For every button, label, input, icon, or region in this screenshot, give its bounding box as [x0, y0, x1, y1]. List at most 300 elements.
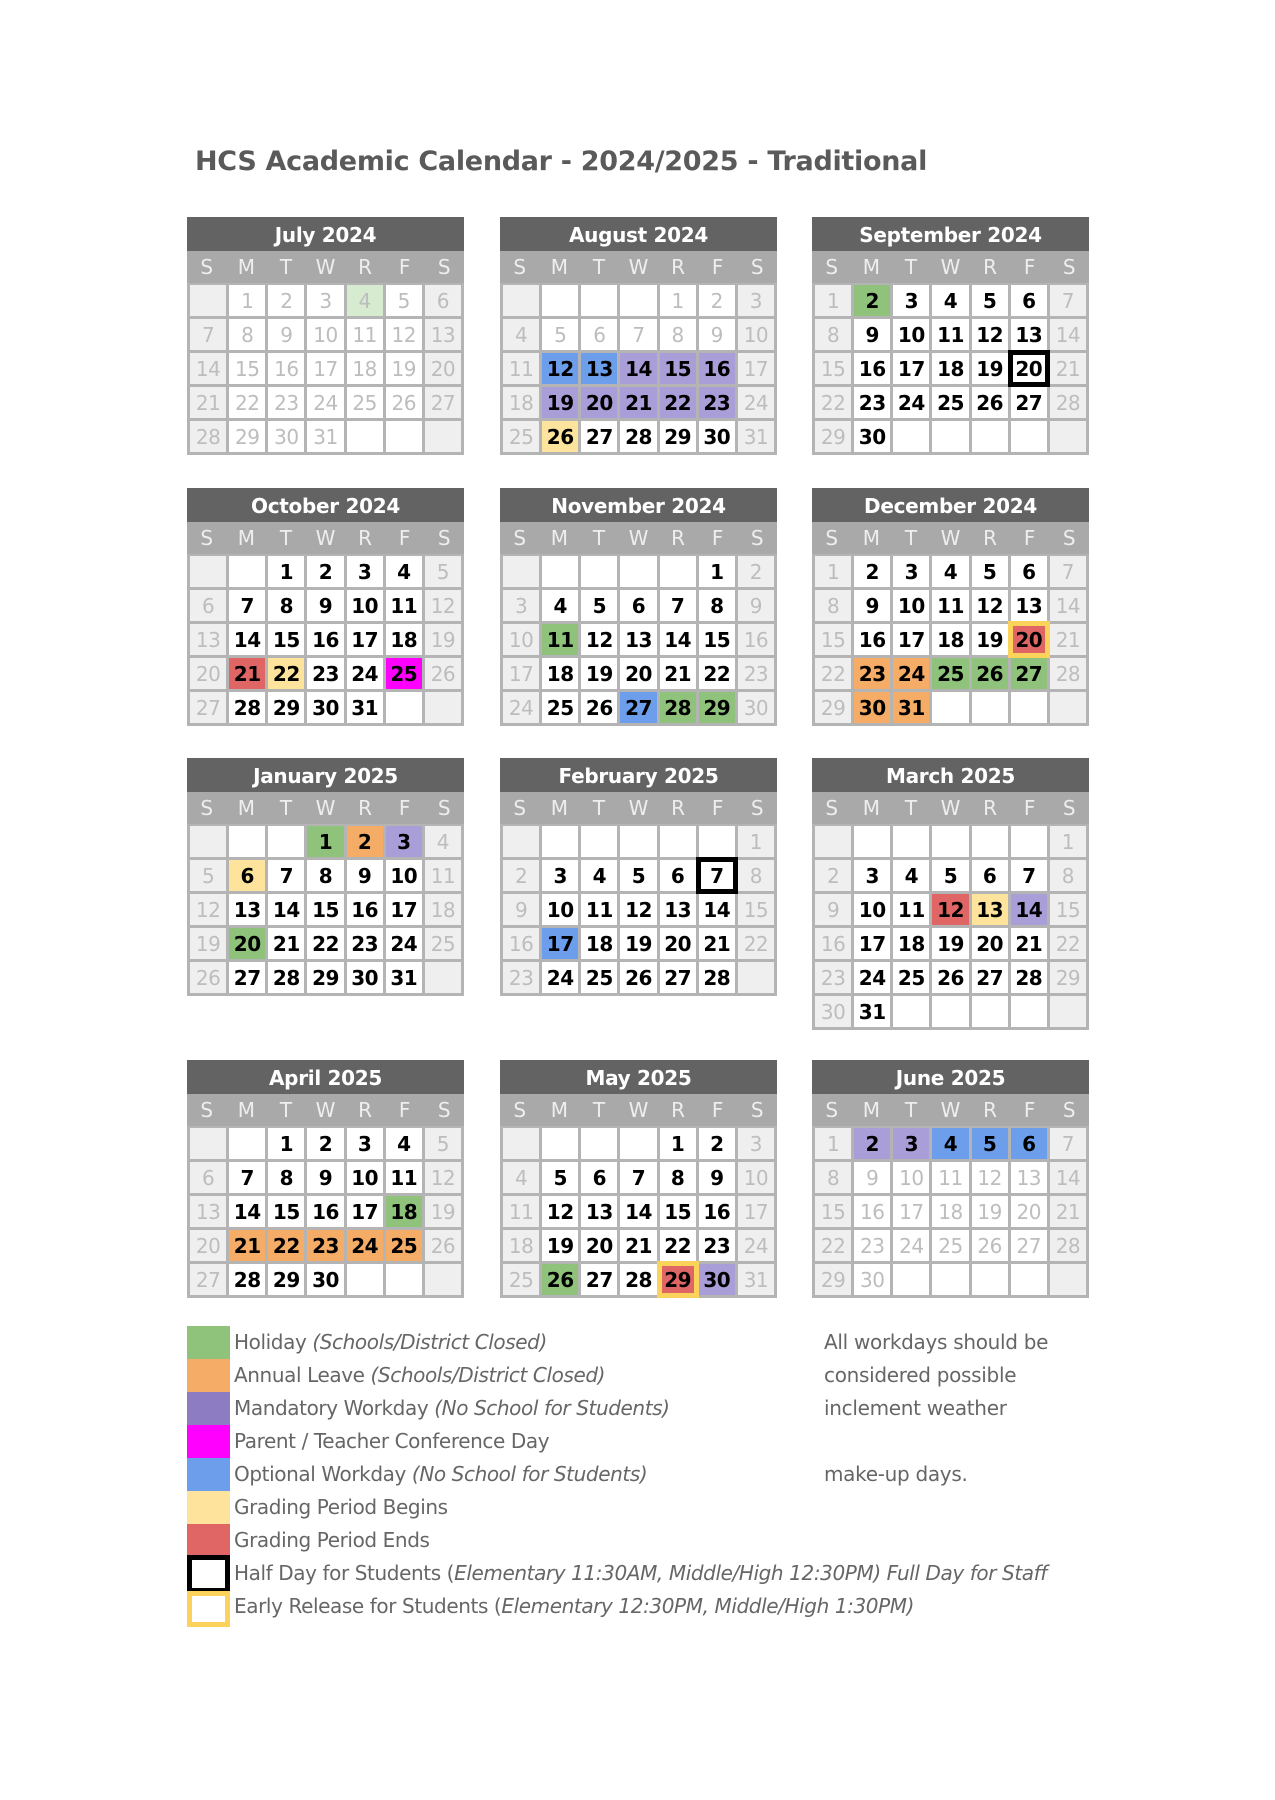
month-calendar [812, 758, 1089, 1030]
calendar-day: 15 [268, 1196, 304, 1227]
calendar-day: 5 [542, 319, 578, 350]
day-of-week-label: M [862, 796, 880, 820]
calendar-day: 25 [386, 1230, 422, 1261]
month-title: October 2024 [187, 488, 464, 522]
day-of-week-label: R [671, 796, 686, 820]
month-calendar [500, 758, 777, 996]
calendar-day: 8 [268, 1162, 304, 1193]
calendar-day: 8 [815, 319, 851, 350]
day-grid [500, 283, 777, 455]
calendar-day: 3 [307, 285, 343, 316]
calendar-day: 3 [503, 590, 539, 621]
day-of-week-label: F [398, 526, 411, 550]
month-calendar [500, 1060, 777, 1298]
calendar-day: 18 [581, 928, 617, 959]
day-of-week-header [187, 792, 464, 824]
calendar-day: 13 [972, 894, 1008, 925]
calendar-day: 17 [893, 624, 929, 655]
calendar-day: 18 [386, 624, 422, 655]
calendar-day: 9 [347, 860, 383, 891]
empty-day-cell [1011, 996, 1047, 1027]
calendar-day: 22 [660, 1230, 696, 1261]
empty-day-cell [1050, 1264, 1086, 1295]
calendar-day: 20 [1011, 1196, 1047, 1227]
calendar-day: 22 [699, 658, 735, 689]
calendar-day: 18 [932, 1196, 968, 1227]
day-of-week-label: S [825, 255, 839, 279]
calendar-day: 26 [932, 962, 968, 993]
calendar-day: 22 [815, 387, 851, 418]
day-of-week-label: T [904, 796, 918, 820]
empty-day-cell [932, 421, 968, 452]
calendar-day: 24 [347, 658, 383, 689]
empty-day-cell [425, 421, 461, 452]
calendar-day: 6 [1011, 1128, 1047, 1159]
calendar-day: 21 [699, 928, 735, 959]
calendar-day: 31 [347, 692, 383, 723]
calendar-day: 2 [854, 285, 890, 316]
calendar-day: 20 [190, 1230, 226, 1261]
day-of-week-header [500, 251, 777, 283]
day-of-week-header [500, 522, 777, 554]
calendar-day: 7 [1050, 556, 1086, 587]
calendar-day: 31 [386, 962, 422, 993]
calendar-day: 12 [972, 590, 1008, 621]
calendar-day: 10 [307, 319, 343, 350]
note-line: All workdays should be [824, 1330, 1049, 1354]
calendar-day: 6 [229, 860, 265, 891]
calendar-day: 10 [893, 1162, 929, 1193]
day-of-week-label: T [904, 1098, 918, 1122]
legend-swatch-icon [187, 1359, 230, 1392]
calendar-day: 15 [815, 624, 851, 655]
day-of-week-label: S [513, 1098, 527, 1122]
calendar-day: 4 [893, 860, 929, 891]
day-of-week-label: F [398, 1098, 411, 1122]
calendar-day: 7 [268, 860, 304, 891]
empty-day-cell [581, 556, 617, 587]
calendar-day: 9 [268, 319, 304, 350]
calendar-day: 10 [893, 319, 929, 350]
day-of-week-label: S [513, 255, 527, 279]
calendar-day: 4 [386, 556, 422, 587]
calendar-day: 29 [660, 421, 696, 452]
calendar-day: 31 [307, 421, 343, 452]
calendar-day: 2 [738, 556, 774, 587]
calendar-day: 23 [854, 658, 890, 689]
calendar-day: 4 [503, 319, 539, 350]
calendar-day: 26 [425, 1230, 461, 1261]
calendar-day: 4 [347, 285, 383, 316]
calendar-day: 17 [738, 1196, 774, 1227]
calendar-day: 26 [581, 692, 617, 723]
day-of-week-label: T [592, 796, 606, 820]
calendar-day: 28 [229, 692, 265, 723]
calendar-day: 18 [503, 1230, 539, 1261]
calendar-day: 14 [660, 624, 696, 655]
calendar-day: 9 [854, 1162, 890, 1193]
calendar-day: 7 [660, 590, 696, 621]
calendar-day: 19 [972, 1196, 1008, 1227]
calendar-day: 16 [854, 353, 890, 384]
calendar-day: 21 [660, 658, 696, 689]
calendar-day: 2 [503, 860, 539, 891]
calendar-day: 11 [347, 319, 383, 350]
calendar-day: 30 [854, 421, 890, 452]
calendar-day: 5 [425, 1128, 461, 1159]
day-of-week-label: M [862, 526, 880, 550]
calendar-day: 28 [190, 421, 226, 452]
empty-day-cell [425, 692, 461, 723]
calendar-day: 22 [268, 658, 304, 689]
legend-label: Mandatory Workday (No School for Students) [234, 1396, 670, 1420]
calendar-day: 14 [620, 1196, 656, 1227]
empty-day-cell [893, 826, 929, 857]
calendar-day: 28 [1050, 658, 1086, 689]
calendar-day: 10 [503, 624, 539, 655]
calendar-day: 13 [620, 624, 656, 655]
calendar-day: 30 [854, 692, 890, 723]
calendar-day: 18 [893, 928, 929, 959]
empty-day-cell [620, 826, 656, 857]
calendar-day: 24 [503, 692, 539, 723]
calendar-day: 3 [893, 556, 929, 587]
calendar-day: 16 [854, 624, 890, 655]
calendar-day: 11 [893, 894, 929, 925]
empty-day-cell [893, 1264, 929, 1295]
calendar-day: 20 [660, 928, 696, 959]
calendar-day: 21 [1011, 928, 1047, 959]
day-of-week-label: T [592, 1098, 606, 1122]
calendar-day: 31 [738, 421, 774, 452]
calendar-day: 17 [854, 928, 890, 959]
day-of-week-label: F [711, 796, 724, 820]
calendar-day: 13 [190, 1196, 226, 1227]
calendar-day: 26 [972, 1230, 1008, 1261]
month-title: April 2025 [187, 1060, 464, 1094]
calendar-day: 30 [307, 1264, 343, 1295]
day-of-week-label: T [279, 526, 293, 550]
day-of-week-label: S [437, 796, 451, 820]
day-of-week-label: S [1062, 796, 1076, 820]
day-of-week-header [187, 251, 464, 283]
legend-swatch-icon [187, 1425, 230, 1458]
calendar-day: 13 [190, 624, 226, 655]
calendar-day: 16 [738, 624, 774, 655]
calendar-day: 17 [503, 658, 539, 689]
calendar-day: 28 [1050, 387, 1086, 418]
day-of-week-label: M [550, 255, 568, 279]
calendar-day: 21 [229, 1230, 265, 1261]
calendar-day: 11 [542, 624, 578, 655]
month-calendar [812, 1060, 1089, 1298]
day-of-week-label: R [983, 526, 998, 550]
day-of-week-label: S [1062, 255, 1076, 279]
calendar-day: 26 [386, 387, 422, 418]
day-of-week-label: F [1023, 796, 1036, 820]
calendar-day: 14 [229, 1196, 265, 1227]
calendar-day: 12 [620, 894, 656, 925]
calendar-day: 27 [1011, 658, 1047, 689]
calendar-day: 6 [1011, 285, 1047, 316]
month-calendar [187, 1060, 464, 1298]
calendar-day: 8 [815, 1162, 851, 1193]
calendar-day: 30 [347, 962, 383, 993]
calendar-day: 22 [815, 1230, 851, 1261]
empty-day-cell [972, 826, 1008, 857]
calendar-day: 21 [1050, 1196, 1086, 1227]
day-of-week-label: S [825, 796, 839, 820]
calendar-day: 25 [503, 1264, 539, 1295]
empty-day-cell [503, 826, 539, 857]
day-of-week-label: S [513, 796, 527, 820]
day-of-week-header [812, 792, 1089, 824]
month-title: February 2025 [500, 758, 777, 792]
calendar-day: 26 [972, 658, 1008, 689]
day-of-week-label: S [437, 255, 451, 279]
calendar-day: 18 [347, 353, 383, 384]
calendar-day: 30 [815, 996, 851, 1027]
day-of-week-label: T [592, 255, 606, 279]
calendar-day: 7 [1050, 1128, 1086, 1159]
calendar-day: 10 [738, 319, 774, 350]
empty-day-cell [1050, 421, 1086, 452]
empty-day-cell [1011, 1264, 1047, 1295]
calendar-day: 29 [699, 692, 735, 723]
calendar-day: 5 [581, 590, 617, 621]
day-of-week-label: S [200, 255, 214, 279]
calendar-day: 4 [581, 860, 617, 891]
calendar-day: 2 [854, 1128, 890, 1159]
day-of-week-label: W [940, 255, 961, 279]
day-of-week-label: R [671, 1098, 686, 1122]
calendar-day: 3 [347, 556, 383, 587]
calendar-day: 16 [699, 353, 735, 384]
calendar-day: 19 [542, 1230, 578, 1261]
month-title: March 2025 [812, 758, 1089, 792]
calendar-day: 25 [386, 658, 422, 689]
calendar-day: 18 [386, 1196, 422, 1227]
calendar-day: 13 [581, 1196, 617, 1227]
calendar-day: 15 [660, 1196, 696, 1227]
calendar-day: 17 [893, 353, 929, 384]
day-of-week-label: R [671, 255, 686, 279]
day-of-week-label: M [862, 255, 880, 279]
calendar-day: 6 [660, 860, 696, 891]
calendar-day: 23 [347, 928, 383, 959]
calendar-day: 25 [347, 387, 383, 418]
calendar-day: 28 [1011, 962, 1047, 993]
empty-day-cell [386, 692, 422, 723]
calendar-day: 19 [932, 928, 968, 959]
day-of-week-label: S [750, 526, 764, 550]
calendar-day: 19 [542, 387, 578, 418]
day-grid [500, 1126, 777, 1298]
calendar-day: 9 [854, 319, 890, 350]
calendar-day: 30 [699, 421, 735, 452]
calendar-day: 7 [229, 590, 265, 621]
calendar-day: 10 [542, 894, 578, 925]
day-of-week-header [500, 792, 777, 824]
day-of-week-label: S [750, 1098, 764, 1122]
calendar-day: 11 [425, 860, 461, 891]
calendar-day: 17 [542, 928, 578, 959]
legend-label: Early Release for Students (Elementary 12:30PM, Middle/High 1:30PM) [234, 1594, 915, 1618]
calendar-day: 19 [972, 624, 1008, 655]
calendar-day: 12 [386, 319, 422, 350]
calendar-day: 25 [581, 962, 617, 993]
day-grid [187, 824, 464, 996]
calendar-day: 11 [503, 353, 539, 384]
month-calendar [812, 217, 1089, 455]
calendar-day: 12 [425, 1162, 461, 1193]
month-title: May 2025 [500, 1060, 777, 1094]
calendar-day: 20 [229, 928, 265, 959]
empty-day-cell [229, 826, 265, 857]
day-of-week-label: S [437, 1098, 451, 1122]
calendar-day: 27 [190, 1264, 226, 1295]
month-title: July 2024 [187, 217, 464, 251]
calendar-day: 23 [815, 962, 851, 993]
day-of-week-header [812, 251, 1089, 283]
legend-swatch-icon [187, 1591, 230, 1627]
calendar-day: 7 [1050, 285, 1086, 316]
day-of-week-label: F [711, 255, 724, 279]
calendar-day: 28 [268, 962, 304, 993]
note-line: inclement weather [824, 1396, 1007, 1420]
calendar-day: 22 [1050, 928, 1086, 959]
empty-day-cell [386, 1264, 422, 1295]
calendar-day: 26 [972, 387, 1008, 418]
calendar-day: 3 [854, 860, 890, 891]
day-of-week-label: T [904, 255, 918, 279]
calendar-day: 17 [738, 353, 774, 384]
calendar-day: 15 [815, 353, 851, 384]
calendar-day: 27 [581, 1264, 617, 1295]
day-of-week-label: W [315, 255, 336, 279]
calendar-day: 16 [307, 624, 343, 655]
empty-day-cell [660, 826, 696, 857]
calendar-day: 21 [229, 658, 265, 689]
calendar-day: 28 [699, 962, 735, 993]
calendar-day: 21 [620, 387, 656, 418]
empty-day-cell [503, 285, 539, 316]
calendar-day: 4 [932, 285, 968, 316]
calendar-day: 27 [229, 962, 265, 993]
calendar-day: 17 [347, 1196, 383, 1227]
calendar-day: 20 [425, 353, 461, 384]
calendar-day: 19 [581, 658, 617, 689]
calendar-day: 6 [581, 319, 617, 350]
page-title: HCS Academic Calendar - 2024/2025 - Traditional [195, 146, 928, 177]
empty-day-cell [932, 692, 968, 723]
empty-day-cell [190, 285, 226, 316]
calendar-day: 7 [699, 860, 735, 891]
calendar-day: 14 [229, 624, 265, 655]
calendar-day: 20 [620, 658, 656, 689]
legend-label: Half Day for Students (Elementary 11:30AM, Middle/High 12:30PM) Full Day for Staff [234, 1561, 1047, 1585]
empty-day-cell [347, 421, 383, 452]
calendar-day: 29 [268, 1264, 304, 1295]
calendar-day: 9 [503, 894, 539, 925]
calendar-day: 16 [503, 928, 539, 959]
calendar-day: 30 [854, 1264, 890, 1295]
calendar-day: 5 [972, 1128, 1008, 1159]
calendar-day: 9 [738, 590, 774, 621]
day-of-week-header [500, 1094, 777, 1126]
calendar-day: 7 [1011, 860, 1047, 891]
calendar-day: 9 [854, 590, 890, 621]
day-of-week-label: S [513, 526, 527, 550]
day-of-week-label: R [358, 526, 373, 550]
calendar-day: 7 [620, 1162, 656, 1193]
calendar-day: 5 [190, 860, 226, 891]
calendar-day: 1 [815, 285, 851, 316]
empty-day-cell [503, 556, 539, 587]
calendar-day: 20 [190, 658, 226, 689]
calendar-day: 5 [972, 556, 1008, 587]
calendar-day: 21 [1050, 353, 1086, 384]
calendar-day: 3 [542, 860, 578, 891]
calendar-day: 26 [620, 962, 656, 993]
day-of-week-label: S [437, 526, 451, 550]
calendar-day: 29 [1050, 962, 1086, 993]
calendar-day: 8 [738, 860, 774, 891]
calendar-day: 27 [425, 387, 461, 418]
empty-day-cell [581, 826, 617, 857]
empty-day-cell [1050, 692, 1086, 723]
calendar-day: 4 [932, 1128, 968, 1159]
empty-day-cell [620, 285, 656, 316]
calendar-day: 29 [268, 692, 304, 723]
calendar-day: 24 [893, 387, 929, 418]
day-of-week-label: T [279, 255, 293, 279]
calendar-day: 24 [307, 387, 343, 418]
calendar-day: 24 [738, 387, 774, 418]
calendar-day: 25 [425, 928, 461, 959]
calendar-day: 26 [542, 421, 578, 452]
empty-day-cell [738, 962, 774, 993]
empty-day-cell [542, 556, 578, 587]
calendar-day: 31 [738, 1264, 774, 1295]
day-grid [812, 554, 1089, 726]
calendar-day: 15 [660, 353, 696, 384]
empty-day-cell [347, 1264, 383, 1295]
legend-swatch-icon [187, 1491, 230, 1524]
day-of-week-label: R [983, 1098, 998, 1122]
calendar-day: 26 [190, 962, 226, 993]
calendar-day: 8 [268, 590, 304, 621]
calendar-day: 11 [932, 319, 968, 350]
day-of-week-label: M [237, 255, 255, 279]
calendar-day: 27 [660, 962, 696, 993]
day-of-week-label: F [1023, 526, 1036, 550]
calendar-day: 1 [815, 556, 851, 587]
calendar-day: 11 [932, 590, 968, 621]
calendar-day: 25 [542, 692, 578, 723]
calendar-day: 27 [190, 692, 226, 723]
calendar-day: 3 [893, 285, 929, 316]
day-of-week-label: W [940, 1098, 961, 1122]
calendar-day: 5 [542, 1162, 578, 1193]
legend-swatch-icon [187, 1555, 230, 1593]
month-title: November 2024 [500, 488, 777, 522]
day-of-week-label: W [315, 1098, 336, 1122]
calendar-day: 29 [229, 421, 265, 452]
day-of-week-header [812, 522, 1089, 554]
calendar-day: 18 [503, 387, 539, 418]
calendar-day: 2 [699, 1128, 735, 1159]
